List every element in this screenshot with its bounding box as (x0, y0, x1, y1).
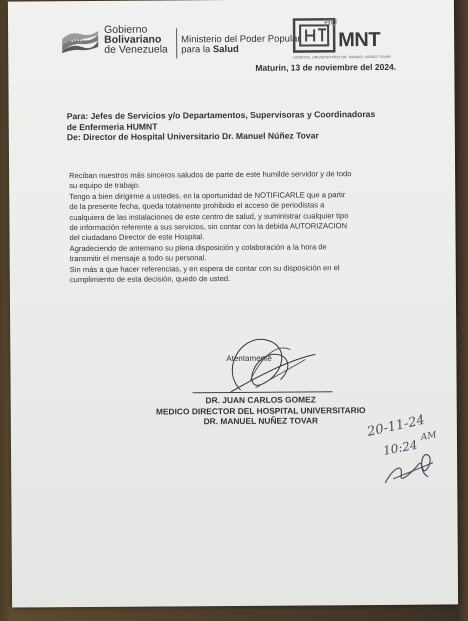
handwritten-initials-icon (363, 412, 464, 493)
mnt-subtitle: HOSPITAL UNIVERSITARIO DR. MANUEL NUÑEZ TOVAR (293, 54, 391, 60)
signatory-title-2: DR. MANUEL NUÑEZ TOVAR (203, 415, 319, 427)
handwritten-time: 10:24 (382, 437, 419, 458)
ministerio-salud: Salud (212, 43, 239, 56)
body-line: transmitir el mensaje a todo su personal. (69, 253, 207, 264)
recipients-line-2: de Enfermeria HUMNT (66, 121, 158, 132)
ministerio-text (181, 35, 300, 56)
body-line: Sin más a que hacer referencias, y en espera de contar con su disposición en el (69, 262, 340, 274)
handwritten-date: 20-11-24 (365, 412, 427, 440)
document-date: Maturin, 13 de noviembre del 2024. (255, 61, 397, 73)
mnt-logo-text: MNT (338, 28, 381, 52)
body-line: Agradeciendo de antemano su plena disposición y colaboración a la hora de (69, 242, 327, 253)
closing-atentamente: Atentamente (226, 353, 272, 364)
body-line: su equipo de trabajo. (69, 181, 141, 191)
body-line: de información referente a sus servicios, sin contar con la debida AUTORIZACION (69, 221, 348, 233)
recipients-line-1: Para: Jefes de Servicios y/o Departamentos, Supervisoras y Coordinadoras (66, 109, 376, 122)
body-line: cumplimiento de esta decisión, quedo de usted. (69, 274, 231, 285)
signatory-title-1: MEDICO DIRECTOR DEL HOSPITAL UNIVERSITARIO (155, 404, 366, 417)
ministerio-line-1: Ministerio del Poder Popular (181, 33, 301, 46)
handwritten-signature-icon (210, 329, 320, 400)
gobierno-line-2: Bolivariano (104, 33, 162, 46)
header-divider (176, 28, 177, 58)
handwritten-am: AM (420, 430, 438, 443)
letter-body (69, 169, 420, 286)
signatory-name: DR. JUAN CARLOS GOMEZ (205, 394, 316, 406)
body-line: del ciudadano Director de este Hospital. (69, 232, 205, 243)
body-line: cualquiera de las instalaciones de este centro de salud, y suministrar cualquier tipo (69, 210, 349, 222)
body-line: Reciban nuestros más sinceros saludos de parte de este humilde servidor y de todo (69, 169, 352, 181)
document-page (8, 0, 458, 608)
gobierno-line-3: de Venezuela (104, 43, 168, 56)
svg-text:HU: HU (324, 17, 338, 28)
recipients-block (67, 109, 427, 143)
signatory-details (131, 394, 391, 427)
body-line: de la presente fecha, queda totalmente prohibido el acceso de periodistas a (69, 200, 325, 212)
ministerio-line-2: para la (181, 44, 213, 56)
recipients-line-3: De: Director de Hospital Universitario Dr. Manuel Núñez Tovar (66, 130, 319, 143)
venezuela-flag-logo-icon (60, 31, 100, 53)
gobierno-line-1: Gobierno (104, 23, 148, 36)
signature-block (130, 351, 390, 427)
gobierno-bolivariano-text (104, 24, 168, 54)
body-line: Tengo a bien dirigirme a ustedes, en la oportunidad de NOTIFICARLE que a partir (69, 190, 346, 201)
hospital-logo-icon (292, 15, 338, 55)
